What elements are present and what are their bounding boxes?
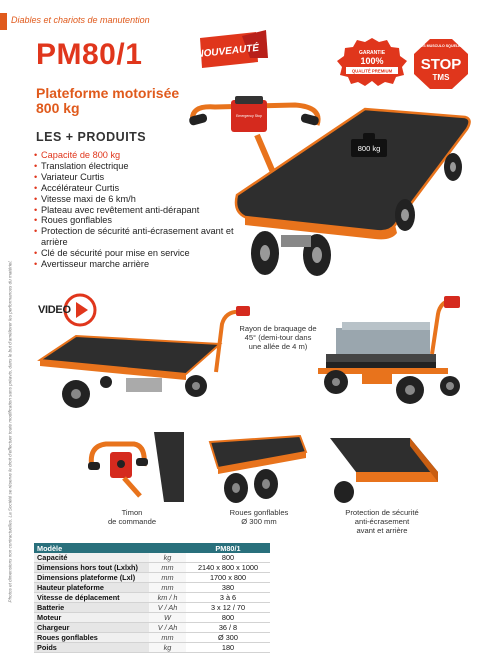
spec-unit: W <box>149 613 186 623</box>
header-accent-bar <box>0 13 7 30</box>
protection-image <box>326 432 438 504</box>
emergency-label: Emergency Stop <box>236 114 262 118</box>
features-title: LES + PRODUITS <box>36 130 147 144</box>
main-product-image <box>175 95 475 280</box>
spec-value: 800 <box>186 613 270 623</box>
stop-tms-badge <box>405 38 477 90</box>
table-row <box>34 613 270 623</box>
spec-value: Ø 300 <box>186 633 270 643</box>
feature-item: • Variateur Curtis <box>34 172 244 183</box>
feature-item: • Roues gonflables <box>34 215 244 226</box>
spec-unit: kg <box>149 643 186 653</box>
spec-header-label: Modèle <box>34 543 186 553</box>
spec-value: 3 à 6 <box>186 593 270 603</box>
spec-label: Dimensions hors tout (Lxlxh) <box>34 563 149 573</box>
roues-image <box>210 432 306 504</box>
table-row <box>34 573 270 583</box>
garantie-top-text: GARANTIE <box>358 50 386 56</box>
garantie-badge <box>334 36 410 86</box>
spec-label: Poids <box>34 643 149 653</box>
spec-value: 1700 x 800 <box>186 573 270 583</box>
spec-unit: V / Ah <box>149 603 186 613</box>
roues-caption-line1: Roues gonflables <box>229 508 289 517</box>
roues-caption-line2: Ø 300 mm <box>241 517 277 526</box>
table-row <box>34 583 270 593</box>
spec-label: Capacité <box>34 553 149 563</box>
spec-unit: V / Ah <box>149 623 186 633</box>
timon-caption-line2: de commande <box>107 517 157 526</box>
spec-value: 800 <box>186 553 270 563</box>
spec-label: Batterie <box>34 603 149 613</box>
feature-item: • Protection de sécurité anti-écrasement avant et arrière <box>34 226 244 248</box>
feature-item: • Vitesse maxi de 6 km/h <box>34 194 244 205</box>
spec-unit: mm <box>149 563 186 573</box>
spec-label: Dimensions plateforme (Lxl) <box>34 573 149 583</box>
spec-unit: kg <box>149 553 186 563</box>
spec-unit: mm <box>149 573 186 583</box>
spec-value: 180 <box>186 643 270 653</box>
spec-value: 36 / 8 <box>186 623 270 633</box>
spec-unit: mm <box>149 583 186 593</box>
spec-value: 3 x 12 / 70 <box>186 603 270 613</box>
feature-item: • Accélérateur Curtis <box>34 183 244 194</box>
timon-caption-line1: Timon <box>121 508 143 517</box>
spec-label: Chargeur <box>34 623 149 633</box>
spec-label: Vitesse de déplacement <box>34 593 149 603</box>
loaded-platform-image <box>312 292 472 410</box>
video-label[interactable]: VIDEO <box>38 304 71 316</box>
garantie-pct-text: 100% <box>360 56 384 66</box>
protection-caption-line3: avant et arrière <box>356 526 408 535</box>
timon-caption <box>92 508 172 526</box>
timon-image <box>84 432 184 502</box>
stop-top-text: TROUBLES MUSCULO SQUELETTIQUES <box>405 44 477 48</box>
spec-label: Hauteur plateforme <box>34 583 149 593</box>
section-title: Diables et chariots de manutention <box>11 15 150 25</box>
feature-item: • Avertisseur marche arrière <box>34 259 244 270</box>
spec-unit: mm <box>149 633 186 643</box>
spec-label: Roues gonflables <box>34 633 149 643</box>
feature-item: • Clé de sécurité pour mise en service <box>34 248 244 259</box>
protection-caption-line1: Protection de sécurité <box>345 508 419 517</box>
garantie-bottom-text: QUALITÉ PREMIUM <box>351 68 393 74</box>
feature-item: • Translation électrique <box>34 161 244 172</box>
protection-caption-line2: anti-écrasement <box>354 517 410 526</box>
subtitle-line-2: 800 kg <box>36 100 80 116</box>
protection-caption <box>322 508 442 535</box>
spec-header-row <box>34 543 270 553</box>
spec-value: 380 <box>186 583 270 593</box>
disclaimer-note: Photos et dimensions non contractuelles. La Société se réserve le droit d'effectuer toute modification sans préavis, dans le but d'améliorer les performances du matériel. <box>7 260 13 603</box>
product-model: PM80/1 <box>36 38 143 71</box>
weight-label: 800 kg <box>357 144 381 153</box>
nouveaute-badge <box>192 28 270 74</box>
table-row <box>34 593 270 603</box>
roues-caption <box>214 508 304 526</box>
spec-header-value: PM80/1 <box>186 543 270 553</box>
stop-sub-text: TMS <box>432 73 450 82</box>
table-row <box>34 603 270 613</box>
table-row <box>34 623 270 633</box>
feature-item: • Capacité de 800 kg <box>34 150 244 161</box>
table-row <box>34 633 270 643</box>
spec-label: Moteur <box>34 613 149 623</box>
nouveaute-text: NOUVEAUTÉ <box>195 42 260 61</box>
spec-value: 2140 x 800 x 1000 <box>186 563 270 573</box>
spec-unit: km / h <box>149 593 186 603</box>
table-row <box>34 563 270 573</box>
platform-side-image <box>36 300 286 412</box>
table-row <box>34 643 270 653</box>
spec-table <box>34 543 270 653</box>
feature-item: • Plateau avec revêtement anti-dérapant <box>34 205 244 216</box>
subtitle-line-1: Plateforme motorisée <box>36 85 180 101</box>
rayon-caption: Rayon de braquage de 45° (demi-tour dans une allée de 4 m) <box>239 324 317 351</box>
table-row <box>34 553 270 563</box>
stop-main-text: STOP <box>420 56 462 73</box>
